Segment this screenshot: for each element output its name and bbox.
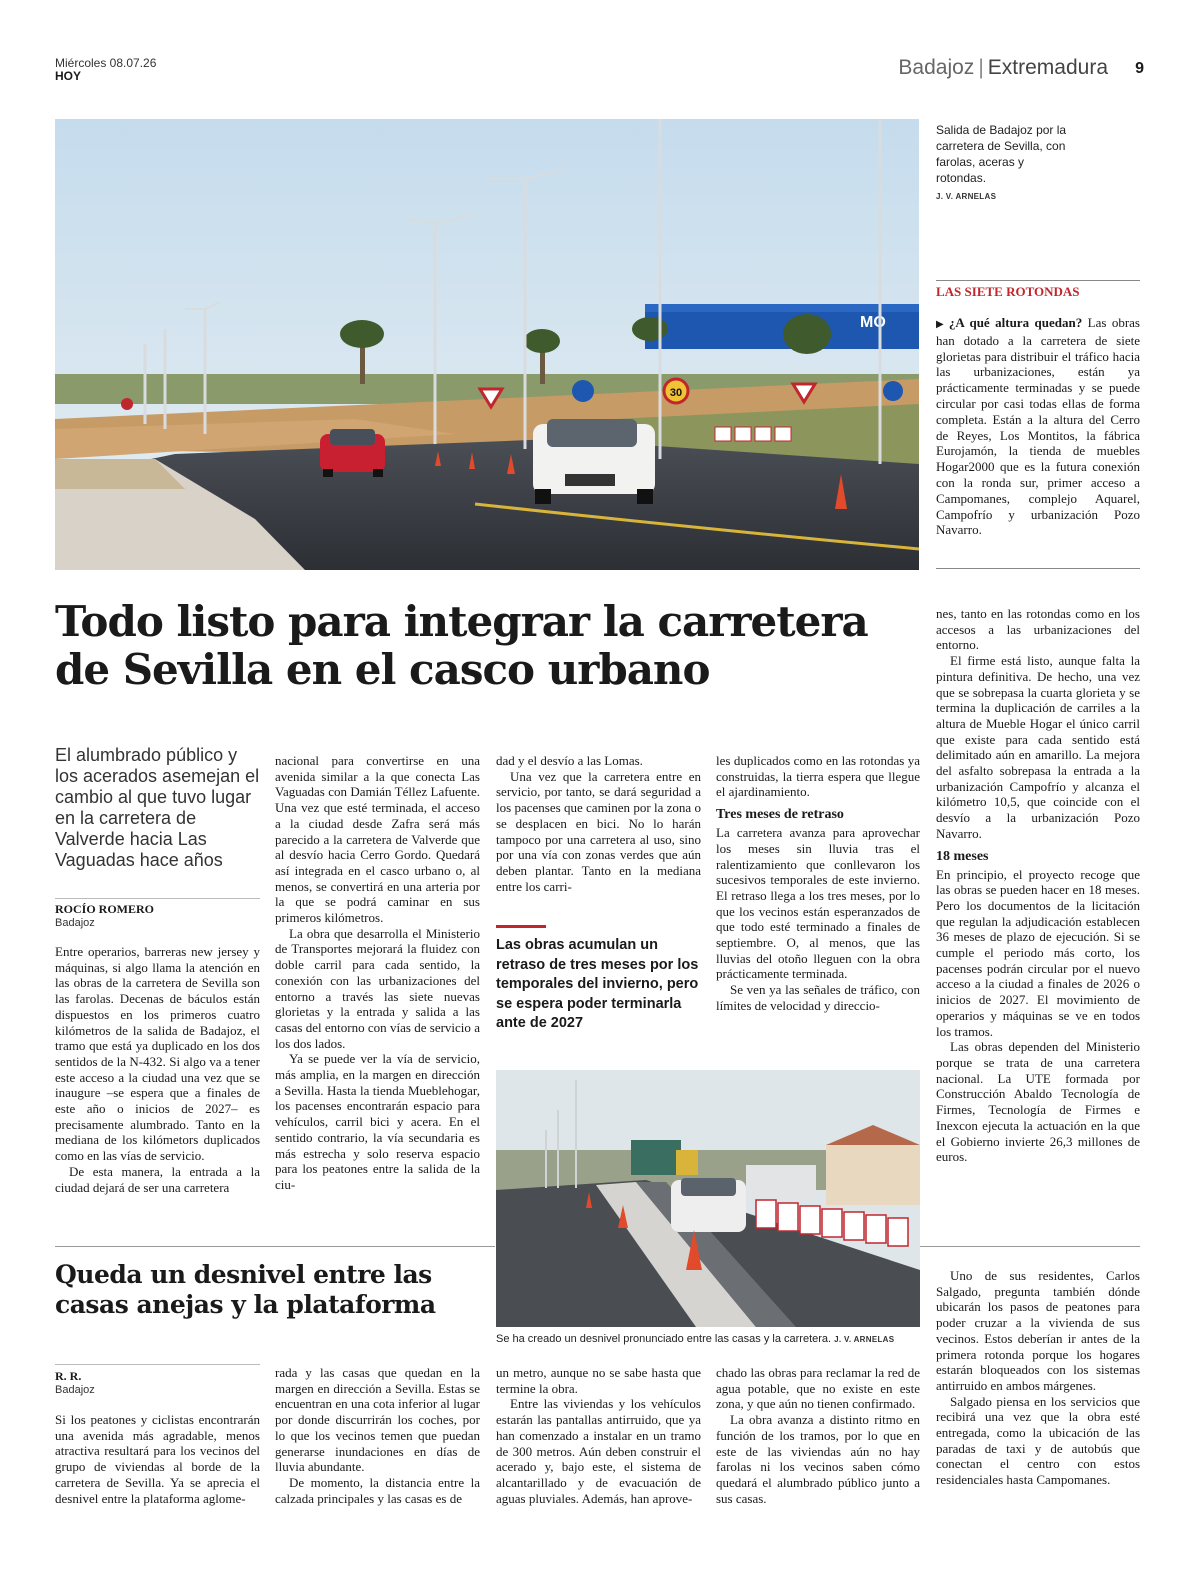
byline-rule [55, 898, 260, 899]
pullquote: Las obras acumulan un retraso de tres meses por los temporales del invierno, pero se espera poder terminarla ante de 2027 [496, 937, 699, 1031]
article-column-4 [716, 753, 920, 1014]
paragraph: Entre las viviendas y los vehículos estarán las pantallas antirruido, que ya han comenzado a instalar en un tramo de 300 metros. Aún deben construir el acerado y, bajo este, el sistema de alcantarillado y de evacuación de aguas pluviales. Además, han aprove- [496, 1396, 701, 1506]
road-photo-illustration [55, 119, 919, 570]
second-article-author: R. R. [55, 1369, 82, 1383]
paragraph: De esta manera, la entrada a la ciudad dejará de ser una carretera [55, 1163, 260, 1195]
header-separator: | [978, 56, 984, 79]
paragraph: La obra que desarrolla el Ministerio de Transportes mejorará la fluidez con doble carril para cada sentido, la conexión con las urbanizaciones del entorno a través las siete nuevas glorietas y la entrada y salida a las casas del entorno con vías de servicio a los dos lados. [275, 925, 480, 1051]
paragraph: La obra avanza a distinto ritmo en función de los tramos, por lo que en este de las viviendas aún no hay farolas ni los vecinos saben cómo quedará el alumbrado público junto a sus casas. [716, 1412, 920, 1506]
pullquote-accent-bar [496, 925, 546, 928]
second-article-column-4 [716, 1365, 920, 1506]
paragraph: Se ven ya las señales de tráfico, con límites de velocidad y direccio- [716, 982, 920, 1013]
second-article-column-5 [936, 1268, 1140, 1488]
section-divider-left [55, 1246, 495, 1247]
paragraph: De momento, la distancia entre la calzada principales y las casas es de [275, 1474, 480, 1506]
paragraph: nes, tanto en las rotondas como en los accesos a las urbanizaciones del entorno. [936, 606, 1140, 653]
sidebar-bottom-rule [936, 568, 1140, 569]
subhead-18-months: 18 meses [936, 848, 989, 864]
building-sign-text: MO [860, 314, 886, 331]
paragraph: El firme está listo, aunque falta la pintura definitiva. De hecho, una vez que se sobrepasa la cuarta glorieta y se termina la duplicación de carriles a la altura de Mueble Hogar el único carril que existe para cada sentido está delimitado aún en amarillo. La mejora del asfalto sobrepasa la entrada a la urbanización Campofrío y alcanza el kilómetro 10,5, que coincide con el desvío a la urbanización Pozo Navarro. [936, 653, 1140, 841]
article-column-1 [55, 944, 260, 1195]
paragraph: un metro, aunque no se sabe hasta que termine la obra. [496, 1365, 701, 1396]
paragraph: Entre operarios, barreras new jersey y máquinas, si algo llama la atención en las obras de la carretera de Sevilla son las farolas. Decenas de báculos están dispuestos en los primeros cuatro kilómetros de la salida de Badajoz, el tramo que está ya duplicado en los dos sentidos de la N-432. Si algo va a tener este acceso a la ciudad una vez que se inaugure –se espera que a finales de este año o inicios de 2027– es precisamente alumbrado. Tanto en la mediana de los kilómetors duplicados como en las vías de servicio. [55, 944, 260, 1164]
section-divider-right [920, 1246, 1140, 1247]
second-photo [496, 1070, 920, 1327]
article-column-3 [496, 753, 701, 894]
subhead-delay: Tres meses de retraso [716, 807, 844, 823]
paragraph: rada y las casas que quedan en la margen en dirección a Sevilla. Estas se encuentran en una cota inferior al lugar por donde discurrirán los coches, por lo que los vecinos temen que puedan generarse inundaciones en días de lluvia abundante. [275, 1365, 480, 1475]
paragraph: Ya se puede ver la vía de servicio, más amplia, en la margen en dirección a Sevilla. Hasta la tienda Mueblehogar, los pacenses encontrarán espacio para vehículos, carril bici y acera. En el sentido contrario, la vía secundaria es más estrecha y solo reserva espacio para los peatones entre la salida de la ciu- [275, 1051, 480, 1192]
header-date: Miércoles 08.07.26 [55, 56, 157, 70]
article-author: ROCÍO ROMERO [55, 902, 154, 916]
triangle-bullet-icon: ▶ [936, 319, 946, 330]
second-photo-credit: J. V. ARNELAS [834, 1335, 895, 1344]
paragraph: Salgado piensa en los servicios que recibirá una vez que la obra esté entregada, como la ubicación de las paradas de taxi y de autobús que conectan el centro con estos residenciales hasta Campomanes. [936, 1393, 1140, 1488]
header-section [898, 56, 1108, 80]
paragraph: les duplicados como en las rotondas ya construidas, la tierra espera que llegue el ajardinamiento. [716, 753, 920, 800]
sidebar-kicker: LAS SIETE ROTONDAS [936, 284, 1080, 299]
header-section-region: Extremadura [987, 56, 1108, 79]
paragraph: chado las obras para reclamar la red de agua potable, que no existe en este zona, y que aún no tienen confirmado. [716, 1365, 920, 1412]
paragraph: En principio, el proyecto recoge que las obras se pueden hacer en 18 meses. Pero los documentos de la licitación que regulan la adjudicación establecen 36 meses de plazo de ejecución. Si se cumple el periodo más corto, los pacenses podrán circular por el nuevo acceso a la ciudad a finales de 2026 o inicios de 2027. El movimiento de operarios y máquinas se ve en todos los tramos. [936, 866, 1140, 1039]
paragraph: dad y el desvío a las Lomas. [496, 753, 643, 768]
sidebar-question: ¿A qué altura quedan? [948, 315, 1083, 330]
secondary-headline: Queda un desnivel entre las casas anejas y la plataforma [55, 1260, 436, 1319]
article-location: Badajoz [55, 917, 95, 929]
top-photo-credit: J. V. ARNELAS [936, 192, 997, 201]
second-article-column-1 [55, 1412, 260, 1506]
paragraph: Las obras dependen del Ministerio porque se trata de una carretera nacional. La UTE formada por Construcción Abaldo Tecnología de Firmes, Tecnología de Firmes e Inexcon ejecuta la actuación en la que el Gobierno invierte 26,3 millones de euros. [936, 1039, 1140, 1165]
top-photo [55, 119, 919, 570]
main-headline: Todo listo para integrar la carretera de Sevilla en el casco urbano [55, 597, 868, 694]
page-number: 9 [1135, 60, 1144, 77]
top-photo-caption: Salida de Badajoz por la carretera de Sevilla, con farolas, aceras y rotondas. [936, 123, 1067, 185]
sidebar-text: Las obras han dotado a la carretera de siete glorietas para distribuir el tráfico hacia las urbanizaciones, están ya prácticamente terminadas y se puede circular por casi todas ellas de forma completa. Están a la altura del Cerro de Reyes, Los Montitos, la fábrica Eurojamón, la tienda de muebles Hogar2000 que es la futura conexión con la ronda sur, primer acceso a Campomanes, complejo Aquarel, Campofrío y urbanización Pozo Navarro. [936, 315, 1140, 538]
second-article-location: Badajoz [55, 1384, 95, 1396]
second-article-column-3 [496, 1365, 701, 1506]
article-deck: El alumbrado público y los acerados asemejan el cambio al que tuvo lugar en la carretera de Valverde hacia Las Vaguadas hace años [55, 745, 260, 870]
road-works-photo-illustration [496, 1070, 920, 1327]
article-column-2 [275, 753, 480, 1193]
paragraph: La carretera avanza para aprovechar los meses sin lluvia tras el ralentizamiento que conllevaron los sucesivos temporales de este invierno. El retraso llega a los tres meses, por lo que los vecinos están esperanzados de que todo esté terminado a finales de septiembre. O, al menos, que las lluvias del otoño lleguen con la obra prácticamente terminada. [716, 825, 920, 982]
paragraph: Si los peatones y ciclistas encontrarán una avenida más agradable, menos atractiva resultará para los vecinos del grupo de viviendas al borde de la carretera de Sevilla. Ya se aprecia el desnivel entre la plataforma aglome- [55, 1412, 260, 1506]
sidebar-top-rule [936, 280, 1140, 281]
sidebar-body [936, 315, 1140, 538]
header-section-city: Badajoz [898, 56, 975, 79]
speed-sign-text: 30 [669, 387, 683, 399]
second-article-column-2 [275, 1365, 480, 1506]
second-photo-caption-line [496, 1333, 920, 1345]
paragraph: nacional para convertirse en una avenida similar a la que conecta Las Vaguadas con Damián Téllez Lafuente. Una vez que esté terminada, el acceso a la ciudad desde Zafra será más parecido a la carretera de Valverde que al desvío hacia Cerro Gordo. Quedará así integrada en el casco urbano o, al menos, se convertirá en una arteria por la que se podrá caminar en sus primeros kilómetros. [275, 753, 480, 926]
header-newspaper-name: HOY [55, 69, 82, 83]
paragraph: Una vez que la carretera entre en servicio, por tanto, se dará seguridad a los pacenses que caminen por la zona o se desplacen en bici. No lo harán tampoco por una carretera al uso, sino por una vía con zonas verdes que aún deben plantar. Tanto en la mediana entre los carri- [496, 768, 701, 894]
second-byline-rule [55, 1364, 260, 1365]
article-column-5 [936, 606, 1140, 1165]
second-photo-caption: Se ha creado un desnivel pronunciado entre las casas y la carretera. [496, 1333, 832, 1345]
paragraph: Uno de sus residentes, Carlos Salgado, pregunta también dónde ubicarán los pasos de peatones para poder cruzar a la vivienda de sus vecinos. Estos deberían ir antes de la primera rotonda porque los hogares estarán bloqueados con los sistemas antirruido en ambos márgenes. [936, 1268, 1140, 1393]
